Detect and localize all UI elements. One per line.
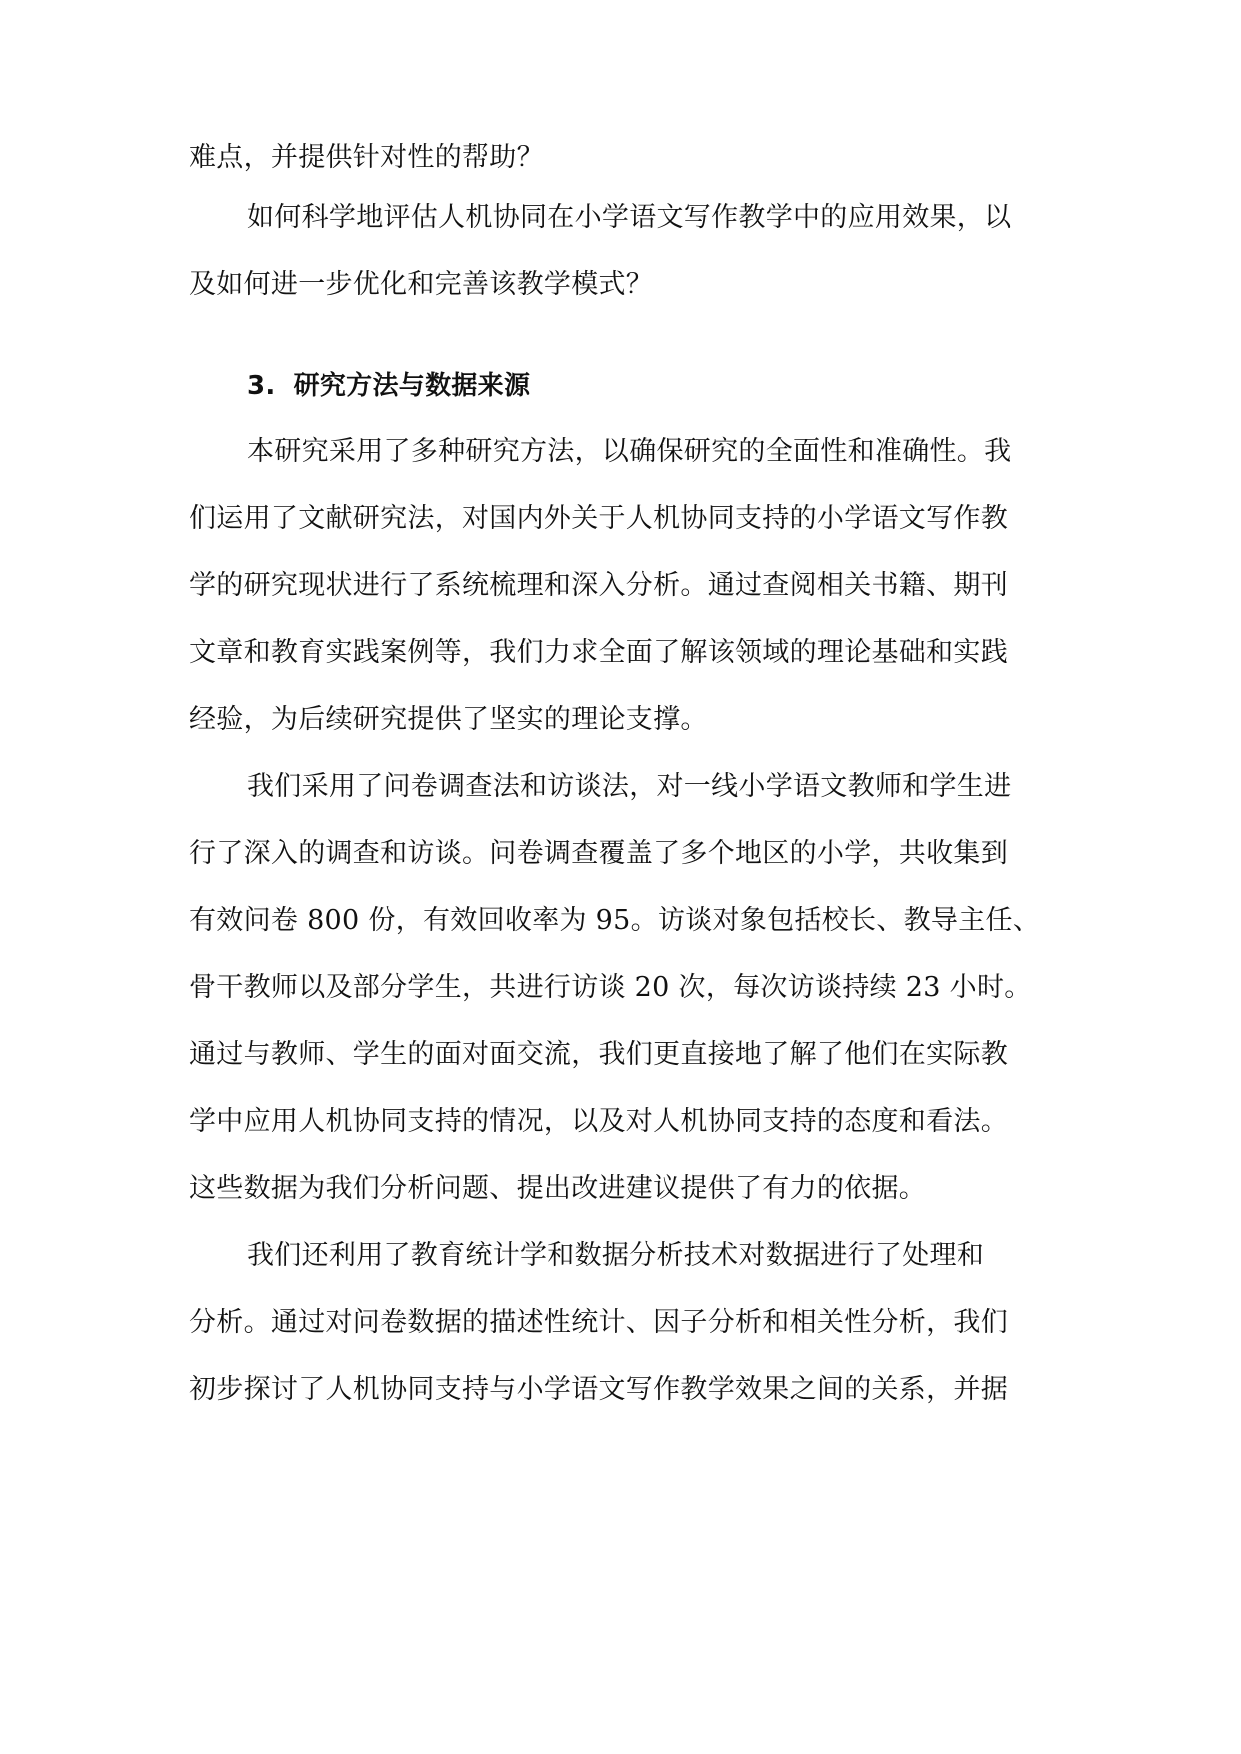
paragraph-line: 骨干教师以及部分学生，共进行访谈 20 次，每次访谈持续 23 小时。 [189, 972, 1032, 1003]
paragraph-line: 及如何进一步优化和完善该教学模式？ [189, 269, 654, 300]
section-number: 3. [247, 371, 276, 401]
paragraph-line: 学的研究现状进行了系统梳理和深入分析。通过查阅相关书籍、期刊 [189, 570, 1008, 601]
section-heading [247, 366, 1127, 406]
paragraph-line: 学中应用人机协同支持的情况，以及对人机协同支持的态度和看法。 [189, 1106, 1008, 1137]
paragraph-line: 们运用了文献研究法，对国内外关于人机协同支持的小学语文写作教 [189, 503, 1008, 534]
paragraph-line: 初步探讨了人机协同支持与小学语文写作教学效果之间的关系，并据 [189, 1374, 1008, 1405]
paragraph-line: 行了深入的调查和访谈。问卷调查覆盖了多个地区的小学，共收集到 [189, 838, 1008, 869]
paragraph-line: 经验，为后续研究提供了坚实的理论支撑。 [189, 704, 708, 735]
paragraph-line: 分析。通过对问卷数据的描述性统计、因子分析和相关性分析，我们 [189, 1307, 1008, 1338]
paragraph-line: 我们采用了问卷调查法和访谈法，对一线小学语文教师和学生进 [247, 771, 1012, 802]
section-title: 研究方法与数据来源 [293, 371, 531, 401]
paragraph-line: 我们还利用了教育统计学和数据分析技术对数据进行了处理和 [247, 1240, 985, 1271]
paragraph-line: 文章和教育实践案例等，我们力求全面了解该领域的理论基础和实践 [189, 637, 1008, 668]
paragraph-line: 这些数据为我们分析问题、提出改进建议提供了有力的依据。 [189, 1173, 927, 1204]
paragraph-line: 如何科学地评估人机协同在小学语文写作教学中的应用效果，以 [247, 202, 1012, 233]
paragraph-line: 难点，并提供针对性的帮助？ [189, 142, 544, 173]
paragraph-line: 通过与教师、学生的面对面交流，我们更直接地了解了他们在实际教 [189, 1039, 1008, 1070]
paragraph-line: 本研究采用了多种研究方法，以确保研究的全面性和准确性。我 [247, 436, 1012, 467]
paragraph-line: 有效问卷 800 份，有效回收率为 95。访谈对象包括校长、教导主任、 [189, 905, 1041, 936]
